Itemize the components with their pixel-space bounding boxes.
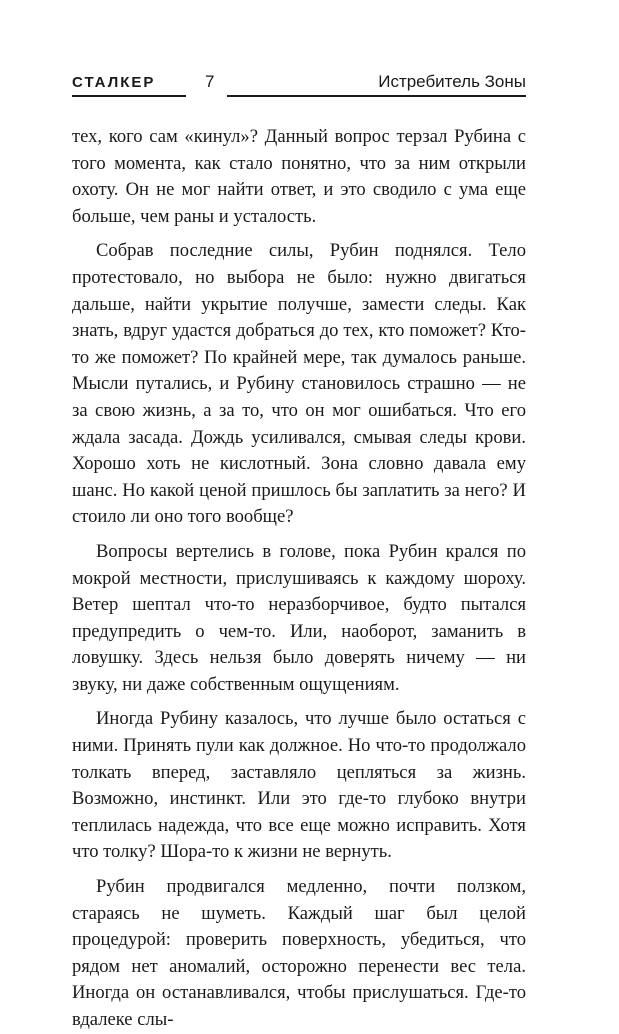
book-title: Истребитель Зоны	[378, 72, 526, 91]
header-rule-left	[72, 95, 186, 97]
paragraph: тех, кого сам «кинул»? Данный вопрос терзал Рубина с того момента, как стало понятно, что за ним открыли охоту. Он не мог найти ответ, и это сводило с ума еще больше, чем раны и усталость.	[72, 126, 526, 227]
paragraph: Рубин продвигался медленно, почти ползком, стараясь не шуметь. Каждый шаг был целой процедурой: проверить поверхность, убедиться, что рядом нет аномалий, осторожно перенести вес тела. Иногда он останавливался, чтобы прислушаться. Где-то вдалеке слы-	[72, 876, 526, 1030]
body-text	[72, 124, 526, 1034]
header-rule-right	[227, 95, 526, 97]
paragraph: Собрав последние силы, Рубин поднялся. Тело протестовало, но выбора не было: нужно двигаться дальше, найти укрытие получше, замести следы. Как знать, вдруг удастся добраться до тех, кто поможет? Кто-то же поможет? По крайней мере, так думалось раньше. Мысли путались, и Рубину становилось страшно — не за свою жизнь, а за то, что он мог ошибаться. Что его ждала засада. Дождь усиливался, смывая следы крови. Хорошо хоть не кислотный. Зона словно давала ему шанс. Но какой ценой пришлось бы заплатить за него? И стоило ли оно того вообще?	[72, 240, 526, 528]
paragraph: Вопросы вертелись в голове, пока Рубин крался по мокрой местности, прислушиваясь к каждому шороху. Ветер шептал что-то неразборчивое, будто пытался предупредить о чем-то. Или, наоборот, заманить в ловушку. Здесь нельзя было доверять ничему — ни звуку, ни даже собственным ощущениям.	[72, 540, 526, 695]
page-number: 7	[205, 72, 215, 91]
paragraph: Иногда Рубину казалось, что лучше было остаться с ними. Принять пули как должное. Но что-то продолжало толкать вперед, заставляло цепляться за жизнь. Возможно, инстинкт. Или это где-то глубоко внутри теплилась надежда, что все еще можно исправить. Хотя что толку? Шора-то к жизни не вернуть.	[72, 708, 526, 863]
series-title: СТАЛКЕР	[72, 74, 156, 91]
running-header	[72, 72, 526, 98]
